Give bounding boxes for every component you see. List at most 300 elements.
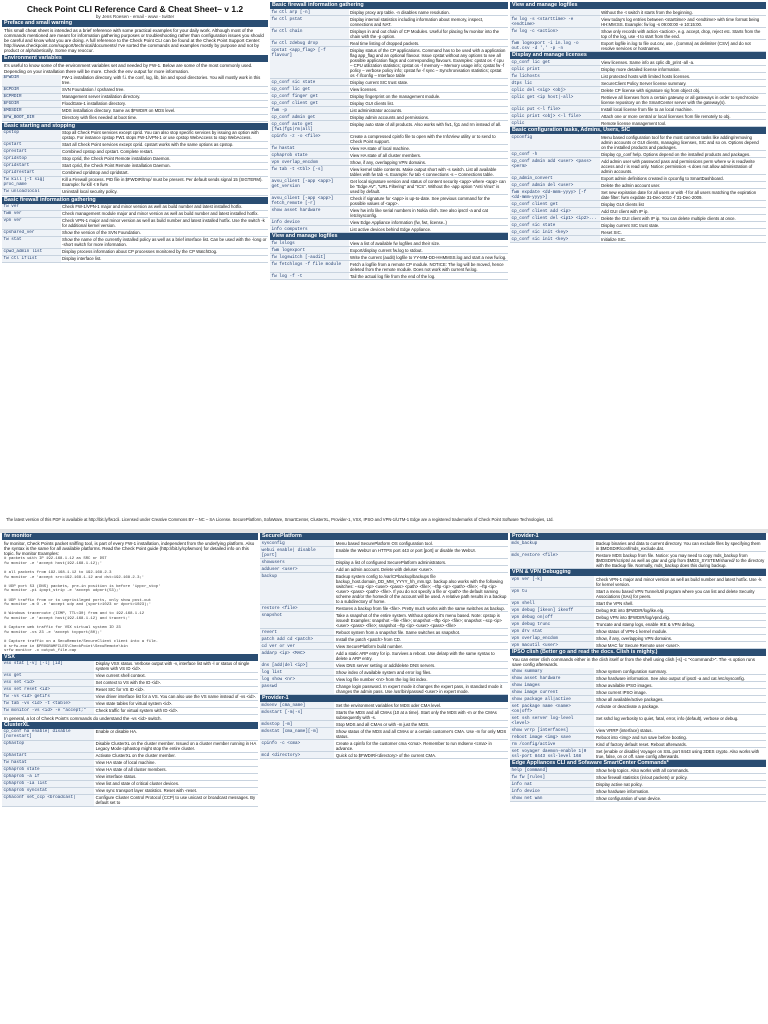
description-cell: SecureClient Policy Server license summary.: [600, 80, 766, 87]
table-row: [510, 134, 766, 151]
table-row: [270, 100, 508, 107]
description-cell: Show current IPSO image.: [594, 689, 766, 696]
command-cell: help [command]: [510, 767, 594, 774]
description-cell: Reset SIC for VS ID <id>.: [94, 686, 258, 693]
vsx-header: VSX: [2, 654, 258, 661]
command-cell: cprestart: [2, 148, 61, 155]
command-cell: fw monitor -vs <id> -e "accept;": [2, 707, 94, 714]
command-cell: fw ver: [2, 204, 61, 211]
page-one-column-middle: [270, 2, 508, 280]
table-row: [2, 162, 268, 169]
config-header: Basic configuration tasks, Admins, Users, SIC: [510, 127, 766, 134]
description-cell: Show MAC for Secure Remote user <user>.: [594, 642, 766, 649]
start-stop-header: Basic starting and stopping: [2, 123, 268, 130]
table-row: [510, 621, 766, 628]
col3-logs-header: View and manage logfiles: [510, 2, 766, 9]
command-cell: cp_conf lic get: [510, 59, 600, 66]
description-cell: Display interface list.: [61, 255, 268, 262]
table-row: [510, 208, 766, 215]
description-cell: Show configuration of wan device.: [594, 795, 766, 802]
table-row: [270, 145, 508, 152]
description-cell: Set sshd log verbosity to quiet, fatal, error, info (default), verbose or debug.: [594, 715, 766, 727]
command-cell: $CPMDIR: [2, 93, 61, 100]
description-cell: Check management module major and minor version as well as build number and latest installed hotfix.: [61, 210, 268, 217]
description-cell: Install the patch <patch> from CD.: [334, 636, 508, 643]
description-cell: Display admin accounts and permissions.: [349, 114, 508, 121]
command-cell: dns [add|del <ip>]: [260, 662, 334, 669]
table-row: [510, 642, 766, 649]
config-table: [510, 134, 766, 243]
table-row: [510, 703, 766, 715]
description-cell: Display current SIC trust state.: [600, 222, 766, 229]
table-row: [510, 715, 766, 727]
table-row: [510, 607, 766, 614]
description-cell: Show firewall statistics (in/out packets) or policy.: [594, 774, 766, 781]
page-two-column-left: [2, 533, 258, 807]
command-cell: cplic del <sig> <obj>: [510, 87, 600, 94]
description-cell: Show hardware information.: [594, 788, 766, 795]
command-cell: vsx set <id>: [2, 679, 94, 686]
table-row: [260, 547, 508, 559]
command-cell: fw logswitch [-audit]: [270, 254, 349, 261]
fwmonitor-intro: fw monitor, Check Points packet sniffing tool, is part of every FW-1 installation, independent from the underlying platform. Also the syntax is the same for all available platforms. Read the Check Point guide (http://bit.ly/cpfwmon) for detailed info on this topic. fw monitor Examples:: [4, 541, 255, 557]
command-cell: cpridstart: [2, 162, 61, 169]
edge-header: Edge Appliances CLI and Sofaware SmartCenter Commands*: [510, 760, 766, 767]
command-cell: vpn overlap_encdom: [510, 635, 594, 642]
preface-section: [2, 20, 268, 54]
start-stop-table: [2, 130, 268, 196]
command-cell: addarp <ip> <MAC>: [260, 650, 334, 662]
description-cell: Tail the actual log file from the end of the log.: [349, 273, 508, 280]
description-cell: Stop all Check Point services except cprid. You can also stop specific services by issuing an option with cpstop. For instance cpstop FW1 stops FW-1/VPN-1 or use cpstop WebAccess to stop WebAccess.: [61, 130, 268, 142]
command-cell: fwm expdate <dd-mmm-yyyy> [-f <dd-mmm-yyyy>]: [510, 189, 600, 201]
table-row: [270, 247, 508, 254]
description-cell: Reboot system from a snapshot file. Same switches as snapshot.: [334, 629, 508, 636]
description-cell: View HA state of local machine.: [349, 145, 508, 152]
description-cell: View current shell context.: [94, 672, 258, 679]
command-cell: cp_conf finger get: [270, 93, 349, 100]
command-cell: passwd: [260, 683, 334, 695]
description-cell: Get local signature version and status of content security <app> where <app> can be "Edge AV", "URL Filtering" and "ICS". Without the -app option "Anti Virus" is used by default.: [349, 178, 508, 195]
table-row: [270, 86, 508, 93]
table-row: [2, 773, 258, 780]
table-row: [270, 133, 508, 145]
description-cell: View a list of available fw logfiles and their size.: [349, 240, 508, 247]
description-cell: Remote license management tool.: [600, 120, 766, 127]
command-cell: set ssh server log-level <level>: [510, 715, 594, 727]
description-cell: Write the current (audit) logfile to YY-MM-DD-HHMMSS.log and start a new fw.log.: [350, 254, 507, 260]
description-cell: Export/display current fw.log to stdout.: [349, 247, 508, 254]
command-cell: info device: [270, 219, 349, 226]
command-cell: $MDSDIR: [2, 107, 61, 114]
description-cell: View licenses.: [349, 86, 508, 93]
description-cell: Check if signature for <app> is up-to-date. See previous command for the possible values of <app>.: [349, 195, 508, 207]
command-cell: cp_conf client get: [270, 100, 349, 107]
description-cell: Directory with files needed at boot time.: [61, 114, 268, 121]
env-table: [2, 75, 268, 122]
command-cell: fwm -p: [270, 107, 349, 114]
command-cell: show image current: [510, 689, 594, 696]
table-row: [270, 226, 508, 233]
table-row: [510, 66, 766, 73]
command-cell: info nat: [510, 781, 594, 788]
table-row: [2, 707, 258, 714]
command-cell: vpn debug trunc: [510, 621, 594, 628]
description-cell: Management server installation directory.: [61, 93, 268, 100]
command-cell: cphaconf set_ccp <broadcast|: [2, 794, 94, 806]
description-cell: Display more detailed license information.: [600, 66, 766, 73]
command-cell: vpn ver [-k]: [510, 576, 594, 588]
table-row: [510, 73, 766, 80]
description-cell: View HA state of all cluster members.: [94, 766, 258, 773]
description-cell: Stop cprid, the Check Point Remote installation Daemon.: [61, 155, 268, 162]
vpn-header: VPN & VPN Debugging: [510, 569, 766, 576]
command-cell: vsx stat [-v] [-l] [id]: [2, 661, 94, 673]
command-cell: fw lslogs: [270, 240, 349, 247]
description-cell: Fetch a logfile from a remote CP module. NOTICE: The log will be moved, hence deleted from the remote module. Does not work with current fw.log.: [349, 261, 508, 273]
page-one: [2, 2, 766, 533]
table-row: [260, 605, 508, 612]
vpn-table: [510, 576, 766, 649]
table-row: [510, 788, 766, 795]
table-row: [510, 120, 766, 127]
table-row: [510, 189, 766, 201]
command-cell: cphaprob -ia list: [2, 780, 94, 787]
table-row: [2, 248, 268, 255]
table-row: [510, 682, 766, 689]
table-row: [260, 676, 508, 683]
command-cell: vsx set reset <id>: [2, 686, 94, 693]
table-row: [510, 16, 766, 28]
table-row: [270, 152, 508, 159]
description-cell: List protected hosts with limited hosts licenses.: [600, 73, 766, 80]
description-cell: Displays in and out chain of CP Modules. Useful for placing fw monitor into the chain with the -p option.: [349, 28, 508, 40]
command-cell: cplic print <obj> <-l file>: [510, 113, 600, 120]
provider1-table: [260, 702, 508, 759]
description-cell: Restores a backup from file <file>. Pretty much works with the same switches as backup.: [334, 605, 508, 612]
table-row: [510, 635, 766, 642]
table-row: [2, 759, 258, 766]
table-row: [510, 795, 766, 802]
table-row: [270, 273, 508, 280]
description-cell: View today's log entries between <starttime> and <endtime> with time format being HH:MM:SS. Example: fw log -s 09:00:00 -e 10:15:00.: [600, 16, 766, 28]
table-row: [260, 709, 508, 721]
description-cell: Check VPN-1 major and minor version as well as build number and latest installed hotfix. Use the switch -k for additional kernel version.: [61, 217, 268, 229]
secureplatform-table: [260, 540, 508, 695]
page-one-column-left: [2, 2, 268, 264]
command-cell: cpinfo -z -o <file>: [270, 133, 349, 145]
table-row: [270, 219, 508, 226]
description-cell: View HA state of local machine.: [94, 759, 258, 766]
table-row: [510, 215, 766, 222]
command-cell: cplic: [510, 120, 600, 127]
command-cell: revert: [260, 629, 334, 636]
table-row: [510, 774, 766, 781]
col3-logs-table: [510, 9, 766, 52]
command-cell: fwm ver: [2, 210, 61, 217]
description-cell: View list and state of critical cluster devices.: [94, 780, 258, 787]
command-cell: cpridrestart: [2, 169, 61, 176]
command-cell: vpn ver: [2, 217, 61, 229]
table-row: [2, 155, 268, 162]
command-cell: mdsstat [cma_name][-m]: [260, 728, 334, 740]
description-cell: FW-1 installation directory, with f.i. the conf, log, lib, bin and spool directories. You will mostly work in this tree.: [61, 75, 268, 87]
fw-info-header: Basic firewall information gathering: [2, 197, 268, 204]
license-table: [510, 59, 766, 127]
table-row: [260, 752, 508, 759]
description-cell: Menu based SecurePlatform OS configuration tool.: [334, 540, 508, 547]
table-row: [510, 552, 766, 569]
description-cell: Retrieve all licenses from a certain gateway or all gateways in order to synchronize license repository on the SmartCenter server with the gateway(s).: [600, 94, 766, 106]
description-cell: Start a menu based VPN TunnelUtil program where you can list and delete Security Associations (SAs) for peers.: [594, 588, 766, 600]
command-cell: cpinfo -c <cma>: [260, 740, 334, 752]
command-cell: fw ctl arp [-n]: [270, 9, 349, 16]
table-row: [510, 689, 766, 696]
command-cell: cpstop: [2, 130, 61, 142]
table-row: [270, 40, 508, 47]
description-cell: Show the name of the currently installed policy as well as a brief interface list. Can be used with the -long or -short switch for more information.: [62, 237, 267, 248]
fwmonitor-examples: # packets with IP 192.168.1.12 as SRC or DST fw monitor -e 'accept host(192.168.1.12);' # all packets from 192.168.1.12 to 192.168.2.3 fw monitor -e 'accept src=192.168.1.12 and dst=192.168.2.3;' # UDP port 53 (DNS) packets, pre-in position is before 'ippcr_stop' fw monitor -pi ipopt_strip -e 'accept udport(53);' # UDP traffic from or to unprivileged ports, only show post-out fw monitor -m O -e 'accept udp and (sport>1023 or dport>1023);' # Windows traceroute (ICMP, TTL<30) from and to 192.168.1.12 fw monitor -e 'accept host(192.168.1.12) and tracert;' # Capture web traffic for VSX virtual system ID 23 fw monitor -vs 23 -e 'accept tcpport(80);' # Capture traffic on a SecuRemote/SecureClient client into a file. # srfw.exe in $PROGRAMFILES\CheckPoint\SecuRemote\bin srfw monitor -o output_file.cap: [4, 557, 161, 654]
command-cell: fw lichosts: [510, 73, 600, 80]
table-row: [2, 729, 258, 741]
table-row: [270, 107, 508, 114]
description-cell: Uninstall local security policy.: [61, 188, 268, 195]
description-cell: Display cp_conf help. Options depend on the installed products and packages.: [600, 151, 766, 158]
description-cell: List active devices behind Edge Appliance.: [349, 226, 508, 233]
table-row: [2, 672, 258, 679]
table-row: [260, 683, 508, 695]
description-cell: Export logfile in.log to file out.csv, use , (comma) as delimiter (CSV) and do not resolve services or hostnames.: [600, 40, 766, 52]
description-cell: Debug VPN into $FWDIR/log/vpnd.elg.: [594, 614, 766, 621]
command-cell: cp_conf -h: [510, 151, 600, 158]
command-cell: cp_admin_convert: [510, 175, 600, 182]
description-cell: Show status of the MDS and all CMAs or a certain customer's CMA. Use -m for only MDS status.: [335, 728, 507, 739]
command-cell: dtps lic: [510, 80, 600, 87]
description-cell: View kernel table contents. Make output short with -s switch. List all available tables with fw tab -s. Example: fw tab -t connections -s – Connections table.: [349, 166, 508, 178]
command-cell: fw ctl zdebug drop: [270, 40, 349, 47]
table-row: [2, 148, 268, 155]
description-cell: Show system configuration summary.: [594, 668, 766, 675]
page-two-column-right: [510, 533, 766, 802]
command-cell: fw ctl iflist: [2, 255, 61, 262]
command-cell: fw stat: [2, 236, 61, 248]
command-cell: avsu_client [-app <app>] get_version: [270, 178, 349, 195]
ipso-intro: You can enter clish commands either in the clish itself or from the shell using clish [-s] -c "<command>". The -s option runs save config afterwards.: [512, 657, 756, 668]
page-one-column-right: [510, 2, 766, 243]
description-cell: Check VPN-1 major and minor version as well as build number and latest hotfix. Use -k for kernel version.: [594, 576, 766, 588]
description-cell: Start cprid, the Check Point Remote installation Daemon.: [61, 162, 268, 169]
description-cell: Disable ClusterXL on the cluster member. Issued on a cluster member running in HA Legacy Mode cphastop might stop the entire cluster.: [95, 741, 257, 752]
command-cell: cp_conf auto get [fw1|fg1|rm|all]: [270, 121, 349, 133]
description-cell: Combined cpridstop and cpridstart.: [61, 169, 268, 176]
command-cell: fwm logexport -i in.log -o out.csv -d ',' -p -n: [510, 40, 600, 52]
command-cell: $FGDIR: [2, 100, 61, 107]
table-row: [510, 741, 766, 748]
document-title: Check Point CLI Reference Card & Cheat Sheet– v 1.2: [26, 4, 244, 14]
table-row: [270, 207, 508, 219]
command-cell: mds_restore <file>: [510, 552, 594, 569]
license-footer: The latest version of this PDF is available at http://bit.ly/fw1cli. Licensed under Creative Commons BY – NC – SA License. SecurePlatform, SofaWare, SmartCenter, ClusterXL, Provider-1, VSX, IPSO and VPN-1/UTM-1 Edge are a registered trademarks of Check Point Software Technologies, Ltd.: [6, 517, 554, 522]
description-cell: View Edge Appliance information (fw, fwt, license..): [349, 219, 508, 226]
description-cell: Display a list of configured SecurePlatform administrators.: [334, 559, 508, 566]
description-cell: Start the VPN shell.: [594, 600, 766, 607]
description-cell: MDS installation directory. Same as $FWDIR on MDS level.: [61, 107, 268, 114]
description-cell: Show all available/active packages.: [594, 696, 766, 703]
description-cell: Enable or disable HA.: [94, 729, 258, 741]
table-row: [2, 93, 268, 100]
command-cell: $FWDIR: [2, 75, 61, 87]
command-cell: info computers: [270, 226, 349, 233]
provider1-cont-header: Provider-1: [510, 533, 766, 540]
description-cell: Show index of available system and error log files.: [334, 669, 508, 676]
table-row: [2, 794, 258, 806]
description-cell: Delete CP license with signature sig from object obj.: [600, 87, 766, 94]
command-cell: set voyager daemon-enable 1|0 ssl-port 8443 ssl-level 168: [510, 748, 594, 760]
description-cell: Kind of factory default reset. Reboot afterwards.: [594, 741, 766, 748]
table-row: [2, 169, 268, 176]
byline[interactable]: by Jens Roesen - email - www - twitter: [95, 14, 175, 19]
description-cell: Display active nat policy.: [594, 781, 766, 788]
command-cell: mcd <directory>: [260, 752, 334, 759]
description-cell: Display current SIC trust state.: [349, 79, 508, 86]
command-cell: cp_conf client del <ip1> <ip2>...: [510, 215, 600, 222]
description-cell: View VRRP (interface) status.: [594, 727, 766, 734]
description-cell: Display internal statistics including information about memory, inspect, connections and NAT.: [349, 16, 508, 28]
fwmonitor-header: fw monitor: [2, 533, 258, 540]
table-row: [510, 151, 766, 158]
table-row: [2, 255, 268, 262]
description-cell: Truncate and stamp logs, enable IKE & VPN debug.: [594, 621, 766, 628]
command-cell: log show <nr>: [260, 676, 334, 683]
table-row: [2, 229, 268, 236]
table-row: [2, 780, 258, 787]
table-row: [270, 261, 508, 273]
table-row: [510, 675, 766, 682]
description-cell: Display VSX status. Verbose output with -v, interface list with -l or status of single system with VS ID <id>.: [94, 661, 258, 673]
description-cell: Reset SIC.: [600, 229, 766, 236]
table-row: [510, 175, 766, 182]
command-cell: show asset hardware: [510, 675, 594, 682]
description-cell: Combined cpstop and cpstart. Complete restart.: [61, 148, 268, 155]
description-cell: Check FW-1/VPN-1 major and minor version as well as build number and latest installed hotfix.: [61, 204, 268, 211]
command-cell: show images: [510, 682, 594, 689]
description-cell: Add GUI client with IP ip.: [600, 208, 766, 215]
description-cell: View SecurePlatform build number.: [334, 643, 508, 650]
table-row: [270, 79, 508, 86]
table-row: [260, 636, 508, 643]
env-section: [2, 55, 268, 121]
secureplatform-header: SecurePlatform: [260, 533, 508, 540]
command-cell: fw -vs <id> getifs: [2, 693, 94, 700]
env-header: Environment variables: [2, 55, 268, 62]
preface-header: Preface and small warning: [2, 20, 268, 27]
table-row: [2, 740, 258, 752]
clusterxl-table: [2, 729, 258, 807]
table-row: [510, 94, 766, 106]
description-cell: Initialize SIC.: [600, 236, 766, 243]
table-row: [2, 661, 258, 673]
table-row: [510, 781, 766, 788]
description-cell: Set the environment variables for MDS oder CMA level.: [334, 702, 508, 709]
table-row: [270, 195, 508, 207]
description-cell: Stop MDS and all CMAs or with -m just the MDS.: [334, 721, 508, 728]
description-cell: View HA state of all cluster members.: [349, 152, 508, 159]
description-cell: Display GUI clients list.: [349, 100, 508, 107]
command-cell: fw ctl chain: [270, 28, 349, 40]
command-cell: $CPDIR: [2, 86, 61, 93]
description-cell: Take a snapshot of the entire system. Without options it's menu based. Note: cpstop is issued! Examples: snapshot --file <file>; snapshot --tftp <ip> <file>; snapshot --scp <ip> <user> <pass> <file>; snapshot --ftp <ip> <user> <pass> <file>: [334, 612, 508, 629]
description-cell: Display fingerprint on the management module.: [349, 93, 508, 100]
command-cell: cplic get <ip host|-all>: [510, 94, 600, 106]
command-cell: cphaprob -a if: [2, 773, 94, 780]
description-cell: Create a cpinfo for the customer cma <cma>. Remember to run mdsenv <cma> in advance.: [334, 740, 508, 752]
description-cell: Kill a Firewall process. PID file in $FWDIR/tmp/ must be present. Per default sends signal 15 (SIGTERM). Example: fw kill -t 9 fwm: [61, 176, 268, 188]
command-cell: vpn overlap_encdom: [270, 159, 349, 166]
command-cell: mdsstop [-m]: [260, 721, 334, 728]
command-cell: cp_conf sic init <key>: [510, 229, 600, 236]
description-cell: Real time listing of dropped packets.: [349, 40, 508, 47]
col2-info-table: [270, 9, 508, 233]
table-row: [270, 178, 508, 195]
description-cell: View hw info like serial numbers in Nokia clish. See also ipsctl -a and cat /etc/sysconfig.: [349, 207, 508, 219]
description-cell: View sync transport layer statistics. Reset with -reset.: [94, 787, 258, 794]
description-cell: Display status of the CP applications. Command has to be used with a application flag app_flag and an optional flavour. Issue cpstat without any options to see all possible application flags and corresponding flavours. Examples: cpstat os -f cpu – CPU utilization statistics; cpstat os -f memory – Memory usage info; cpstat fw -f policy – verbose policy info; cpstat fw -f sync – Synchronisation statistics; cpstat os -f ifconfig – Interface table: [349, 47, 508, 79]
command-cell: cphaprob state: [2, 766, 94, 773]
description-cell: Create a compressed cpinfo file to open with the InfoView utility or to send to Check Point support.: [349, 133, 508, 145]
description-cell: Show help topics. Also works with all commands.: [594, 767, 766, 774]
table-row: [260, 669, 508, 676]
command-cell: fw kill [-t sig] proc_name: [2, 176, 61, 188]
license-header: Display and manage licenses: [510, 52, 766, 59]
description-cell: Set context to VS with the ID <id>.: [94, 679, 258, 686]
table-row: [510, 628, 766, 635]
description-cell: SVN Foundation / cpshared tree.: [61, 86, 268, 93]
description-cell: Enable the WebUI on HTTPS port 443 or port [port] or disable the WebUI.: [334, 547, 508, 559]
description-cell: Add admin user with password pass and permissions perm where w is read/write access and r is read only. Notice: permission -s does not allow administration of admin accounts.: [600, 158, 766, 175]
table-row: [260, 740, 508, 752]
command-cell: webui enable| disable [port]: [260, 547, 334, 559]
description-cell: Export admin definitions created in cpconfig to SmartDashboard.: [600, 175, 766, 182]
command-cell: cp_conf admin add <user> <pass> <perm>: [510, 158, 600, 175]
table-row: [2, 679, 258, 686]
command-cell: vpn debug on|off: [510, 614, 594, 621]
table-row: [270, 16, 508, 28]
table-row: [2, 141, 268, 148]
description-cell: Install local license from file to an local machine.: [600, 106, 766, 113]
command-cell: cplic print: [510, 66, 600, 73]
command-cell: backup: [260, 573, 334, 605]
table-row: [2, 100, 268, 107]
command-cell: snapshot: [260, 612, 334, 629]
command-cell: fw hastat: [270, 145, 349, 152]
command-cell: fw log -f -t: [270, 273, 349, 280]
description-cell: Activate ClusterXL on the cluster member.: [94, 752, 258, 759]
command-cell: patch add cd <patch>: [260, 636, 334, 643]
command-cell: vpn macutil <user>: [510, 642, 594, 649]
command-cell: sysconfig: [260, 540, 334, 547]
command-cell: cphaprob syncstat: [2, 787, 94, 794]
page-two: [2, 533, 766, 1022]
table-row: [2, 130, 268, 142]
table-row: [2, 188, 268, 195]
command-cell: cplic put <-l file>: [510, 106, 600, 113]
description-cell: View state tables for virtual system <id>.: [94, 700, 258, 707]
command-cell: cp_conf client get: [510, 201, 600, 208]
table-row: [510, 727, 766, 734]
description-cell: Show status of VPN-1 kernel module.: [594, 628, 766, 635]
description-cell: Activate or deactivate a package.: [594, 703, 766, 715]
fw-info-table: [2, 204, 268, 263]
